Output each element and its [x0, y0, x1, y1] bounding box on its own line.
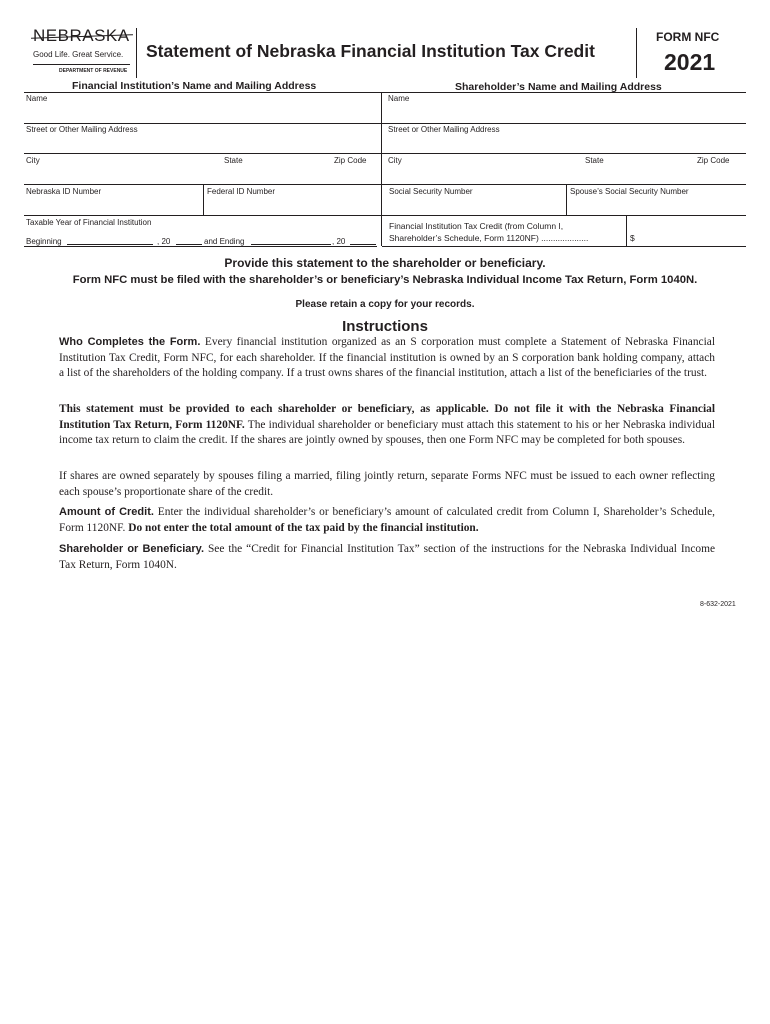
row-rule-street [24, 153, 746, 154]
taxable-year-label: Taxable Year of Financial Institution [26, 218, 152, 227]
form-year: 2021 [664, 49, 716, 75]
provide-notice: Provide this statement to the shareholder or beneficiary. [224, 256, 546, 270]
row-rule-bottom-right [382, 246, 746, 247]
header-divider-right [636, 28, 637, 78]
row-rule-city [24, 184, 746, 185]
separate-owners-paragraph [59, 469, 715, 500]
who-completes-text: Every financial institution organized as an S corporation must complete a Statement of Nebraska Financial Institution Tax Credit, Form NFC, for each shareholder. If the financial institution is owned by an S corporation bank holding company, attach a list of the shareholders of the holding company. If a trust owns shares of the financial institution, attach a list of the beneficiaries of the trust. [59, 336, 716, 380]
credit-label-line2: Shareholder’s Schedule, Form 1120NF) .................... [389, 233, 589, 243]
beginning-century: , 20 [157, 237, 171, 246]
federal-id-field[interactable] [207, 197, 377, 214]
sh-city-field[interactable] [388, 166, 743, 183]
who-completes-paragraph [59, 335, 715, 382]
fi-street-label: Street or Other Mailing Address [26, 125, 138, 134]
logo-state-name: NEBRASKA [33, 26, 130, 45]
nebraska-id-field[interactable] [26, 197, 201, 214]
statement-provided-text: The individual shareholder or beneficiary must attach this statement to his or her Nebraska individual income tax return to claim the credit. If the shares are jointly owned by spouses, then one Form NFC may be completed for both spouses. [59, 418, 716, 447]
credit-label-line1: Financial Institution Tax Credit (from Column I, [389, 221, 564, 231]
ssn-label: Social Security Number [389, 187, 473, 196]
statement-provided-bold: This statement must be provided to each shareholder or beneficiary, as applicable. Do not file it with the Nebraska Financial Institution Tax Return, Form 1120NF. [59, 403, 715, 431]
logo-department: DEPARTMENT OF REVENUE [59, 68, 128, 74]
credit-amount-field[interactable] [640, 218, 744, 244]
and-ending-label: and Ending [204, 237, 245, 246]
sh-name-label: Name [388, 94, 410, 103]
row-rule-ids [24, 215, 746, 216]
shareholder-beneficiary-text: See the “Credit for Financial Institution Tax” section of the instructions for the Nebraska Individual Income Tax Return, Form 1040N. [59, 543, 715, 571]
sh-zip-label: Zip Code [697, 156, 730, 165]
financial-institution-heading: Financial Institution’s Name and Mailing Address [72, 80, 317, 92]
instructions-title: Instructions [342, 318, 428, 335]
federal-id-label: Federal ID Number [207, 187, 276, 196]
shareholder-heading: Shareholder’s Name and Mailing Address [455, 81, 662, 93]
statement-provided-paragraph [59, 402, 715, 449]
sh-street-label: Street or Other Mailing Address [388, 125, 500, 134]
sh-street-field[interactable] [388, 135, 743, 152]
beginning-year-field[interactable] [176, 244, 202, 245]
fi-zip-label: Zip Code [334, 156, 367, 165]
row-rule-top [24, 92, 746, 93]
row-rule-bottom-left [24, 246, 377, 247]
ending-century: , 20 [332, 237, 346, 246]
form-title: Statement of Nebraska Financial Institution Tax Credit [146, 41, 595, 61]
form-code: 8-632-2021 [700, 601, 736, 608]
logo-divider [33, 64, 130, 65]
amount-of-credit-heading: Amount of Credit. [59, 506, 154, 518]
spouse-ssn-divider [566, 184, 567, 215]
federal-id-divider [203, 184, 204, 215]
spouse-ssn-label: Spouse’s Social Security Number [570, 187, 689, 196]
row-rule-name [24, 123, 746, 124]
shareholder-beneficiary-heading: Shareholder or Beneficiary. [59, 543, 205, 555]
sh-name-field[interactable] [388, 104, 743, 122]
beginning-date-field[interactable] [67, 244, 153, 245]
shareholder-beneficiary-paragraph [59, 542, 715, 573]
form-label: FORM NFC [656, 30, 720, 44]
ssn-field[interactable] [389, 197, 564, 214]
separate-owners-text: If shares are owned separately by spouses filing a married, filing jointly return, separate Forms NFC must be issued to each owner reflecting each spouse’s proportionate share of the credit. [59, 470, 715, 498]
fi-name-field[interactable] [26, 104, 376, 122]
amount-of-credit-bold: Do not enter the total amount of the tax paid by the financial institution. [128, 521, 479, 534]
column-divider [381, 92, 382, 246]
credit-amount-divider [626, 215, 627, 246]
ending-date-field[interactable] [251, 244, 331, 245]
beginning-label: Beginning [26, 237, 62, 246]
fi-name-label: Name [26, 94, 48, 103]
fi-city-field[interactable] [26, 166, 376, 183]
nebraska-id-label: Nebraska ID Number [26, 187, 102, 196]
amount-of-credit-paragraph [59, 505, 715, 536]
logo-tagline: Good Life. Great Service. [33, 50, 124, 59]
who-completes-heading: Who Completes the Form. [59, 336, 201, 348]
fi-city-label: City [26, 156, 40, 165]
retain-notice: Please retain a copy for your records. [295, 299, 475, 310]
ending-year-field[interactable] [350, 244, 376, 245]
amount-of-credit-text: Enter the individual shareholder’s or beneficiary’s amount of calculated credit from Column I, Shareholder’s Schedule, Form 1120NF. [59, 506, 715, 534]
spouse-ssn-field[interactable] [570, 197, 743, 214]
dollar-sign: $ [630, 233, 635, 243]
sh-city-label: City [388, 156, 402, 165]
header-divider-left [136, 28, 137, 78]
filing-notice: Form NFC must be filed with the shareholder’s or beneficiary’s Nebraska Individual Income Tax Return, Form 1040N. [72, 274, 698, 286]
fi-street-field[interactable] [26, 135, 376, 152]
sh-state-label: State [585, 156, 604, 165]
fi-state-label: State [224, 156, 243, 165]
